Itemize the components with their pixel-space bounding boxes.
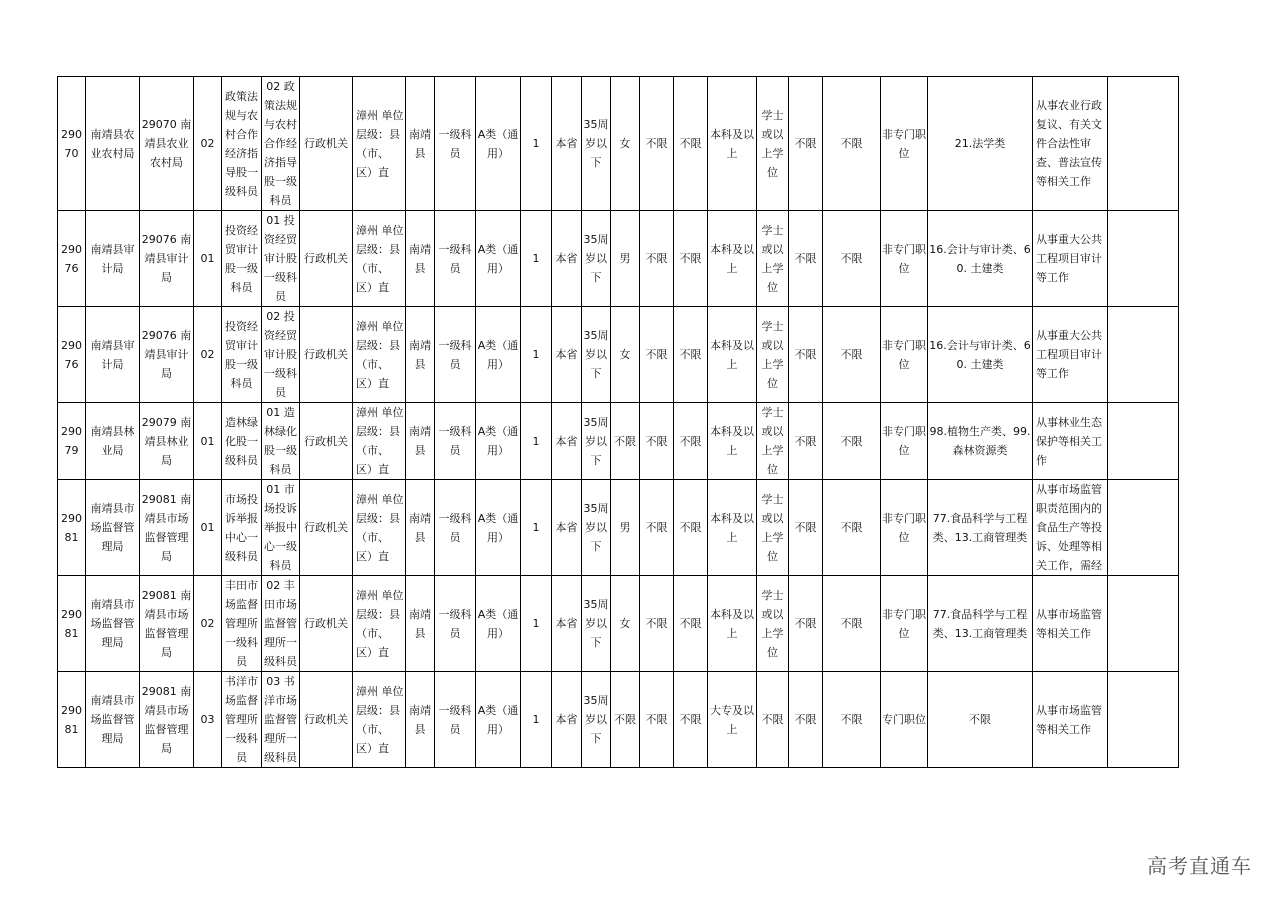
cell-duty: 从事林业生态保护等相关工作: [1033, 403, 1108, 480]
cell-department: 造林绿化股一级科员: [222, 403, 262, 480]
code-part-2: 76: [64, 357, 79, 371]
cell-grade: 一级科员: [435, 77, 476, 211]
cell-education: 本科及以上: [708, 403, 757, 480]
cell-education: 本科及以上: [708, 77, 757, 211]
cell-position: 01 造林绿化股一级科员: [262, 403, 300, 480]
recruitment-table: [57, 76, 1179, 768]
cell-age: 35周岁以下: [582, 77, 611, 211]
cell-org-type: 行政机关: [300, 307, 353, 403]
cell-category: A类（通用）: [476, 480, 521, 576]
cell-req-a: 不限: [640, 480, 674, 576]
cell-count: 1: [521, 576, 552, 672]
cell-education: 本科及以上: [708, 307, 757, 403]
cell-location: 南靖县: [406, 211, 435, 307]
cell-scope: 本省: [552, 480, 582, 576]
cell-category: A类（通用）: [476, 672, 521, 768]
cell-gender: 男: [611, 211, 640, 307]
cell-req-b: 不限: [674, 576, 708, 672]
cell-position-code: 02: [194, 77, 222, 211]
cell-level: 漳州 单位层级：县（市、区）直: [353, 77, 406, 211]
cell-category: A类（通用）: [476, 77, 521, 211]
cell-req-a: 不限: [640, 576, 674, 672]
code-part-1: 290: [61, 242, 82, 256]
cell-age: 35周岁以下: [582, 211, 611, 307]
cell-unit-code: 29076 南靖县审计局: [140, 307, 194, 403]
cell-unit: 南靖县林业局: [86, 403, 140, 480]
cell-req-c: 不限: [789, 480, 823, 576]
cell-duty: 从事市场监管等相关工作: [1033, 576, 1108, 672]
cell-gender: 女: [611, 77, 640, 211]
cell-req-d: 不限: [823, 672, 881, 768]
cell-unit-code: 29076 南靖县审计局: [140, 211, 194, 307]
cell-category: A类（通用）: [476, 576, 521, 672]
cell-location: 南靖县: [406, 403, 435, 480]
table-row: [58, 77, 1179, 211]
cell-education: 本科及以上: [708, 211, 757, 307]
cell-code: [58, 211, 86, 307]
table-row: [58, 307, 1179, 403]
cell-location: 南靖县: [406, 307, 435, 403]
cell-req-b: 不限: [674, 672, 708, 768]
cell-age: 35周岁以下: [582, 672, 611, 768]
cell-unit: 南靖县审计局: [86, 307, 140, 403]
cell-major: 不限: [928, 672, 1033, 768]
cell-age: 35周岁以下: [582, 307, 611, 403]
cell-department: 书洋市场监督管理所一级科员: [222, 672, 262, 768]
cell-scope: 本省: [552, 672, 582, 768]
cell-duty: 从事市场监管职责范围内的食品生产等投诉、处理等相关工作，需经: [1033, 480, 1108, 576]
code-part-1: 290: [61, 607, 82, 621]
cell-position: 02 投资经贸审计股一级科员: [262, 307, 300, 403]
cell-grade: 一级科员: [435, 211, 476, 307]
cell-org-type: 行政机关: [300, 576, 353, 672]
cell-req-b: 不限: [674, 403, 708, 480]
code-part-2: 70: [64, 146, 79, 160]
cell-post-type: 非专门职位: [881, 480, 928, 576]
code-part-1: 290: [61, 511, 82, 525]
cell-post-type: 专门职位: [881, 672, 928, 768]
cell-req-b: 不限: [674, 77, 708, 211]
cell-org-type: 行政机关: [300, 211, 353, 307]
cell-scope: 本省: [552, 307, 582, 403]
cell-note: [1108, 576, 1179, 672]
table-body: [58, 77, 1179, 768]
cell-req-b: 不限: [674, 211, 708, 307]
table-row: [58, 480, 1179, 576]
cell-position: 03 书洋市场监督管理所一级科员: [262, 672, 300, 768]
cell-unit-code: 29081 南靖县市场监督管理局: [140, 480, 194, 576]
code-part-1: 290: [61, 338, 82, 352]
table-row: [58, 672, 1179, 768]
cell-code: [58, 403, 86, 480]
cell-scope: 本省: [552, 576, 582, 672]
cell-location: 南靖县: [406, 77, 435, 211]
cell-unit-code: 29081 南靖县市场监督管理局: [140, 576, 194, 672]
cell-degree: 学士或以上学位: [757, 211, 789, 307]
cell-major: 16.会计与审计类、60. 土建类: [928, 211, 1033, 307]
cell-major: 77.食品科学与工程类、13.工商管理类: [928, 480, 1033, 576]
cell-gender: 不限: [611, 403, 640, 480]
cell-level: 漳州 单位层级：县（市、区）直: [353, 480, 406, 576]
cell-post-type: 非专门职位: [881, 307, 928, 403]
cell-grade: 一级科员: [435, 307, 476, 403]
cell-req-a: 不限: [640, 77, 674, 211]
cell-org-type: 行政机关: [300, 480, 353, 576]
cell-department: 投资经贸审计股一级科员: [222, 211, 262, 307]
cell-department: 丰田市场监督管理所一级科员: [222, 576, 262, 672]
cell-req-c: 不限: [789, 211, 823, 307]
cell-unit-code: 29079 南靖县林业局: [140, 403, 194, 480]
cell-code: [58, 77, 86, 211]
cell-level: 漳州 单位层级：县（市、区）直: [353, 307, 406, 403]
cell-post-type: 非专门职位: [881, 211, 928, 307]
cell-education: 大专及以上: [708, 672, 757, 768]
cell-age: 35周岁以下: [582, 576, 611, 672]
cell-code: [58, 576, 86, 672]
cell-req-a: 不限: [640, 672, 674, 768]
cell-count: 1: [521, 672, 552, 768]
cell-req-c: 不限: [789, 403, 823, 480]
cell-post-type: 非专门职位: [881, 77, 928, 211]
cell-req-c: 不限: [789, 672, 823, 768]
table-row: [58, 211, 1179, 307]
cell-location: 南靖县: [406, 576, 435, 672]
code-part-2: 79: [64, 444, 79, 457]
cell-department: 市场投诉举报中心一级科员: [222, 480, 262, 576]
cell-req-c: 不限: [789, 307, 823, 403]
cell-degree: 学士或以上学位: [757, 307, 789, 403]
cell-req-d: 不限: [823, 77, 881, 211]
cell-level: 漳州 单位层级：县（市、区）直: [353, 576, 406, 672]
cell-scope: 本省: [552, 403, 582, 480]
cell-gender: 男: [611, 480, 640, 576]
cell-post-type: 非专门职位: [881, 576, 928, 672]
table-row: [58, 403, 1179, 480]
cell-note: [1108, 672, 1179, 768]
code-part-1: 290: [61, 425, 82, 438]
code-part-1: 290: [61, 703, 82, 717]
cell-major: 16.会计与审计类、60. 土建类: [928, 307, 1033, 403]
cell-duty: 从事重大公共工程项目审计等工作: [1033, 211, 1108, 307]
cell-req-d: 不限: [823, 403, 881, 480]
cell-department: 政策法规与农村合作经济指导股一级科员: [222, 77, 262, 211]
cell-grade: 一级科员: [435, 672, 476, 768]
cell-count: 1: [521, 403, 552, 480]
cell-count: 1: [521, 480, 552, 576]
cell-post-type: 非专门职位: [881, 403, 928, 480]
cell-unit: 南靖县市场监督管理局: [86, 672, 140, 768]
cell-req-d: 不限: [823, 307, 881, 403]
table-row: [58, 576, 1179, 672]
cell-req-a: 不限: [640, 403, 674, 480]
cell-note: [1108, 307, 1179, 403]
cell-position: 02 政策法规与农村合作经济指导股一级科员: [262, 77, 300, 211]
cell-code: [58, 672, 86, 768]
cell-unit: 南靖县市场监督管理局: [86, 480, 140, 576]
cell-position-code: 01: [194, 480, 222, 576]
cell-major: 21.法学类: [928, 77, 1033, 211]
cell-degree: 学士或以上学位: [757, 480, 789, 576]
cell-req-a: 不限: [640, 307, 674, 403]
cell-position-code: 02: [194, 307, 222, 403]
cell-req-b: 不限: [674, 307, 708, 403]
cell-scope: 本省: [552, 77, 582, 211]
cell-count: 1: [521, 307, 552, 403]
cell-age: 35周岁以下: [582, 403, 611, 480]
cell-note: [1108, 480, 1179, 576]
cell-note: [1108, 403, 1179, 480]
cell-unit-code: 29070 南靖县农业农村局: [140, 77, 194, 211]
cell-education: 本科及以上: [708, 480, 757, 576]
cell-degree: 学士或以上学位: [757, 576, 789, 672]
cell-grade: 一级科员: [435, 480, 476, 576]
code-part-2: 81: [64, 722, 79, 736]
cell-duty: 从事农业行政复议、有关文件合法性审查、普法宣传等相关工作: [1033, 77, 1108, 211]
cell-duty: 从事重大公共工程项目审计等工作: [1033, 307, 1108, 403]
cell-education: 本科及以上: [708, 576, 757, 672]
code-part-2: 81: [64, 530, 79, 544]
cell-org-type: 行政机关: [300, 403, 353, 480]
cell-duty: 从事市场监管等相关工作: [1033, 672, 1108, 768]
cell-unit-code: 29081 南靖县市场监督管理局: [140, 672, 194, 768]
cell-unit: 南靖县农业农村局: [86, 77, 140, 211]
cell-req-a: 不限: [640, 211, 674, 307]
cell-gender: 女: [611, 307, 640, 403]
cell-position-code: 03: [194, 672, 222, 768]
cell-position: 01 市场投诉举报中心一级科员: [262, 480, 300, 576]
cell-level: 漳州 单位层级：县（市、区）直: [353, 211, 406, 307]
cell-level: 漳州 单位层级：县（市、区）直: [353, 403, 406, 480]
cell-degree: 不限: [757, 672, 789, 768]
cell-org-type: 行政机关: [300, 672, 353, 768]
cell-location: 南靖县: [406, 672, 435, 768]
cell-req-d: 不限: [823, 576, 881, 672]
cell-gender: 女: [611, 576, 640, 672]
cell-category: A类（通用）: [476, 211, 521, 307]
cell-org-type: 行政机关: [300, 77, 353, 211]
cell-note: [1108, 211, 1179, 307]
code-part-2: 81: [64, 626, 79, 640]
cell-count: 1: [521, 211, 552, 307]
cell-grade: 一级科员: [435, 576, 476, 672]
cell-scope: 本省: [552, 211, 582, 307]
cell-major: 77.食品科学与工程类、13.工商管理类: [928, 576, 1033, 672]
cell-gender: 不限: [611, 672, 640, 768]
cell-category: A类（通用）: [476, 307, 521, 403]
cell-location: 南靖县: [406, 480, 435, 576]
cell-position-code: 01: [194, 211, 222, 307]
cell-unit: 南靖县审计局: [86, 211, 140, 307]
cell-req-c: 不限: [789, 77, 823, 211]
cell-req-d: 不限: [823, 480, 881, 576]
cell-position-code: 01: [194, 403, 222, 480]
cell-major: 98.植物生产类、99.森林资源类: [928, 403, 1033, 480]
cell-code: [58, 307, 86, 403]
cell-unit: 南靖县市场监督管理局: [86, 576, 140, 672]
cell-note: [1108, 77, 1179, 211]
cell-req-d: 不限: [823, 211, 881, 307]
cell-position: 02 丰田市场监督管理所一级科员: [262, 576, 300, 672]
cell-position: 01 投资经贸审计股一级科员: [262, 211, 300, 307]
cell-count: 1: [521, 77, 552, 211]
cell-degree: 学士或以上学位: [757, 77, 789, 211]
cell-code: [58, 480, 86, 576]
cell-degree: 学士或以上学位: [757, 403, 789, 480]
watermark: 高考直通车: [1147, 854, 1252, 878]
cell-age: 35周岁以下: [582, 480, 611, 576]
cell-level: 漳州 单位层级：县（市、区）直: [353, 672, 406, 768]
cell-department: 投资经贸审计股一级科员: [222, 307, 262, 403]
code-part-2: 76: [64, 261, 79, 275]
cell-req-c: 不限: [789, 576, 823, 672]
cell-category: A类（通用）: [476, 403, 521, 480]
cell-position-code: 02: [194, 576, 222, 672]
cell-req-b: 不限: [674, 480, 708, 576]
cell-grade: 一级科员: [435, 403, 476, 480]
code-part-1: 290: [61, 127, 82, 141]
